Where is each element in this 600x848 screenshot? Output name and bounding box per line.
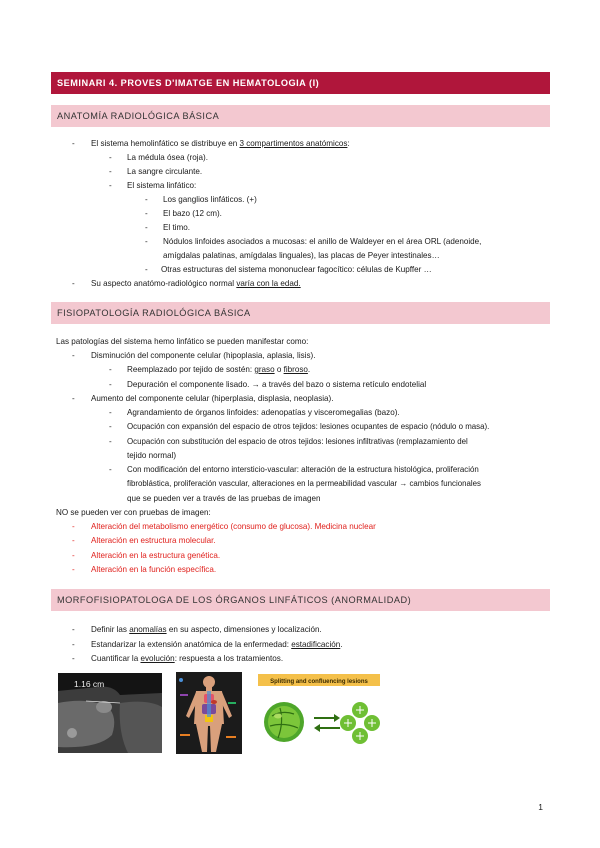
lesion-diagram (256, 672, 382, 754)
bullet-dash: - (109, 408, 112, 417)
text-line-red: Alteración en la estructura genética. (91, 551, 221, 560)
bullet-dash: - (72, 640, 75, 649)
text-line: Disminución del componente celular (hipoplasia, aplasia, lisis). (91, 351, 316, 360)
section-heading-morfofisiopatologia: MORFOFISIOPATOLOGA DE LOS ÓRGANOS LINFÁTICOS (ANORMALIDAD) (51, 589, 550, 611)
text-line: Aumento del componente celular (hiperplasia, displasia, neoplasia). (91, 394, 334, 403)
text-line-red: Alteración en la función específica. (91, 565, 217, 574)
bullet-dash: - (72, 351, 75, 360)
text-line: El sistema linfático: (127, 181, 197, 190)
text-line: Estandarizar la extensión anatómica de la enfermedad: estadificación. (91, 640, 343, 649)
bullet-dash: - (109, 380, 112, 389)
text-line: Depuración el componente lisado. → a través del bazo o sistema retículo endotelial (127, 380, 427, 389)
bullet-dash: - (72, 625, 75, 634)
bullet-dash: - (109, 422, 112, 431)
text-line: Las patologías del sistema hemo linfático se pueden manifestar como: (56, 337, 309, 346)
text-line: Definir las anomalías en su aspecto, dimensiones y localización. (91, 625, 322, 634)
bullet-dash: - (72, 551, 75, 560)
bullet-dash: - (145, 265, 148, 274)
text-line: que se pueden ver a través de las pruebas de imagen (127, 494, 321, 503)
text-line: Ocupación con expansión del espacio de otros tejidos: lesiones ocupantes de espacio (nódulo o masa). (127, 422, 490, 431)
ct-scan-image (58, 673, 162, 753)
bullet-dash: - (109, 365, 112, 374)
bullet-dash: - (109, 437, 112, 446)
text-line: El timo. (163, 223, 190, 232)
text-line: tejido normal) (127, 451, 177, 460)
bullet-dash: - (145, 223, 148, 232)
confluent-lesion-icon (264, 702, 304, 742)
section-heading-anatomia: ANATOMÍA RADIOLÓGICA BÁSICA (51, 105, 550, 127)
seminar-title-bar: SEMINARI 4. PROVES D'IMATGE EN HEMATOLOGIA (I) (51, 72, 550, 94)
text-line: fibroblástica, proliferación vascular, alteraciones en la permeabilidad vascular → cambios funcionales (127, 479, 481, 488)
bullet-dash: - (72, 394, 75, 403)
bullet-dash: - (109, 153, 112, 162)
section-heading-fisiopatologia: FISIOPATOLOGÍA RADIOLÓGICA BÁSICA (51, 302, 550, 324)
text-line-red: Alteración en estructura molecular. (91, 536, 216, 545)
text-line: Su aspecto anatómo-radiológico normal varía con la edad. (91, 279, 301, 288)
bullet-dash: - (72, 536, 75, 545)
text-line-red: Alteración del metabolismo energético (consumo de glucosa). Medicina nuclear (91, 522, 376, 531)
lesion-diagram-title: Splitting and confluencing lesions (270, 679, 368, 685)
text-line: Otras estructuras del sistema mononuclear fagocítico: células de Kupffer … (161, 265, 432, 274)
bullet-dash: - (72, 279, 75, 288)
lymphatic-body-diagram (176, 672, 242, 754)
text-line: La médula ósea (roja). (127, 153, 208, 162)
text-line: NO se pueden ver con pruebas de imagen: (56, 508, 211, 517)
text-line: Ocupación con substitución del espacio de otros tejidos: lesiones infiltrativas (remplazamiento del (127, 437, 468, 446)
page-number: 1 (538, 802, 543, 812)
bullet-dash: - (109, 181, 112, 190)
text-line: Reemplazado por tejido de sostén: graso o fibroso. (127, 365, 311, 374)
bullet-dash: - (72, 139, 75, 148)
text-line: Agrandamiento de órganos linfoides: adenopatías y visceromegalias (bazo). (127, 408, 400, 417)
ct-measure-label: 1.16 cm (74, 679, 105, 689)
text-line: Nódulos linfoides asociados a mucosas: el anillo de Waldeyer en el área ORL (adenoide, (163, 237, 482, 246)
bullet-dash: - (145, 195, 148, 204)
text-line: La sangre circulante. (127, 167, 203, 176)
bullet-dash: - (72, 654, 75, 663)
bullet-dash: - (109, 167, 112, 176)
text-line: Cuantificar la evolución: respuesta a los tratamientos. (91, 654, 284, 663)
text-line: El bazo (12 cm). (163, 209, 222, 218)
text-line: Los ganglios linfáticos. (+) (163, 195, 257, 204)
text-line: El sistema hemolinfático se distribuye en 3 compartimentos anatómicos: (91, 139, 350, 148)
bullet-dash: - (72, 522, 75, 531)
text-line: Con modificación del entorno intersticio-vascular: alteración de la estructura histológica, proliferación (127, 465, 479, 474)
bullet-dash: - (145, 209, 148, 218)
bullet-dash: - (109, 465, 112, 474)
text-line: amígdalas palatinas, amígdalas linguales), las placas de Peyer intestinales… (163, 251, 440, 260)
bullet-dash: - (72, 565, 75, 574)
bullet-dash: - (145, 237, 148, 246)
